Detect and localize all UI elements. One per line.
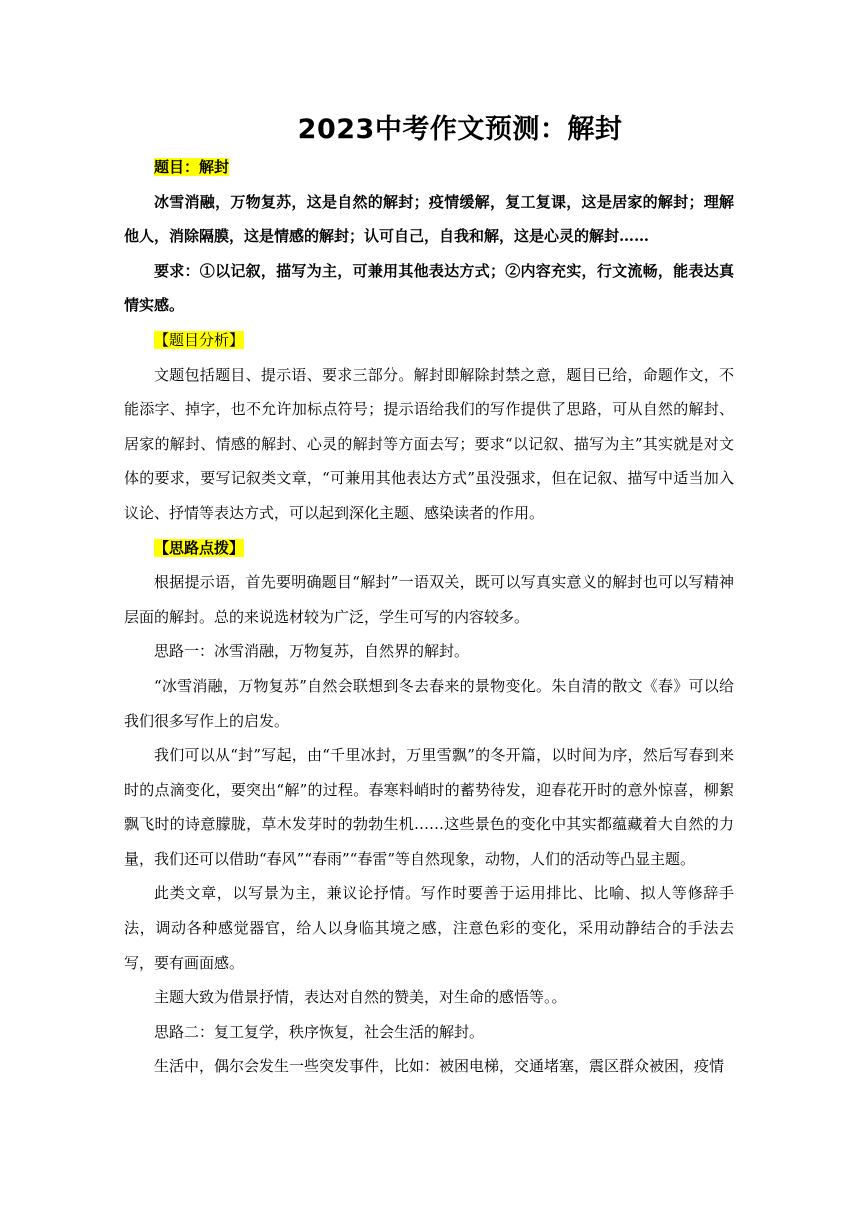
idea2-paragraph-1: 生活中，偶尔会发生一些突发事件，比如：被困电梯，交通堵塞，震区群众被困，疫情 [154,1057,725,1076]
idea1-paragraph-2: 我们可以从“封”写起，由“千里冰封，万里雪飘”的冬开篇，以时间为序，然后写春到来时的点滴变化，要突出“解”的过程。春寒料峭时的蓄势待发，迎春花开时的意外惊喜，柳絮飘飞时的诗意朦胧，草木发芽时的勃勃生机……这些景色的变化中其实都蕴藏着大自然的力量，我们还可以借助“春风”“春雨”“春雷”等自然现象，动物，人们的活动等凸显主题。 [124,746,734,868]
prompt-label: 题目：解封 [154,158,230,176]
document-body [124,150,734,1084]
analysis-heading: 【题目分析】 [154,330,245,349]
ideas-intro: 根据提示语，首先要明确题目“解封”一语双关，既可以写真实意义的解封也可以写精神层面的解封。总的来说选材较为广泛，学生可写的内容较多。 [124,573,734,626]
idea1-paragraph-3: 此类文章，以写景为主，兼议论抒情。写作时要善于运用排比、比喻、拟人等修辞手法，调动各种感觉器官，给人以身临其境之感，注意色彩的变化，采用动静结合的手法去写，要有画面感。 [124,884,734,972]
idea1-title: 思路一：冰雪消融，万物复苏，自然界的解封。 [154,642,470,661]
idea1-paragraph-4: 主题大致为借景抒情，表达对自然的赞美，对生命的感悟等。。 [154,988,567,1007]
prompt-label-paragraph [124,150,734,185]
idea1-paragraph-1: “冰雪消融，万物复苏”自然会联想到冬去春来的景物变化。朱自清的散文《春》可以给我们很多写作上的启发。 [124,676,734,730]
analysis-text: 文题包括题目、提示语、要求三部分。解封即解除封禁之意，题目已给，命题作文，不能添字、掉字，也不允许加标点符号；提示语给我们的写作提供了思路，可从自然的解封、居家的解封、情感的解封、心灵的解封等方面去写；要求“以记叙、描写为主”其实就是对文体的要求，要写记叙类文章，“可兼用其他表达方式”虽没强求，但在记叙、描写中适当加入议论、抒情等表达方式，可以起到深化主题、感染读者的作用。 [124,365,734,522]
idea2-title: 思路二：复工复学，秩序恢复，社会生活的解封。 [154,1022,485,1041]
ideas-heading: 【思路点拨】 [154,538,245,557]
ideas-heading-paragraph [124,531,734,566]
page-title: 2023中考作文预测：解封 [297,114,623,145]
prompt-text: 冰雪消融，万物复苏，这是自然的解封；疫情缓解，复工复课，这是居家的解封；理解他人，消除隔膜，这是情感的解封；认可自己，自我和解，这是心灵的解封…… [124,192,734,246]
analysis-heading-paragraph [124,323,734,358]
requirements-text: 要求：①以记叙，描写为主，可兼用其他表达方式；②内容充实，行文流畅，能表达真情实感。 [124,261,734,315]
